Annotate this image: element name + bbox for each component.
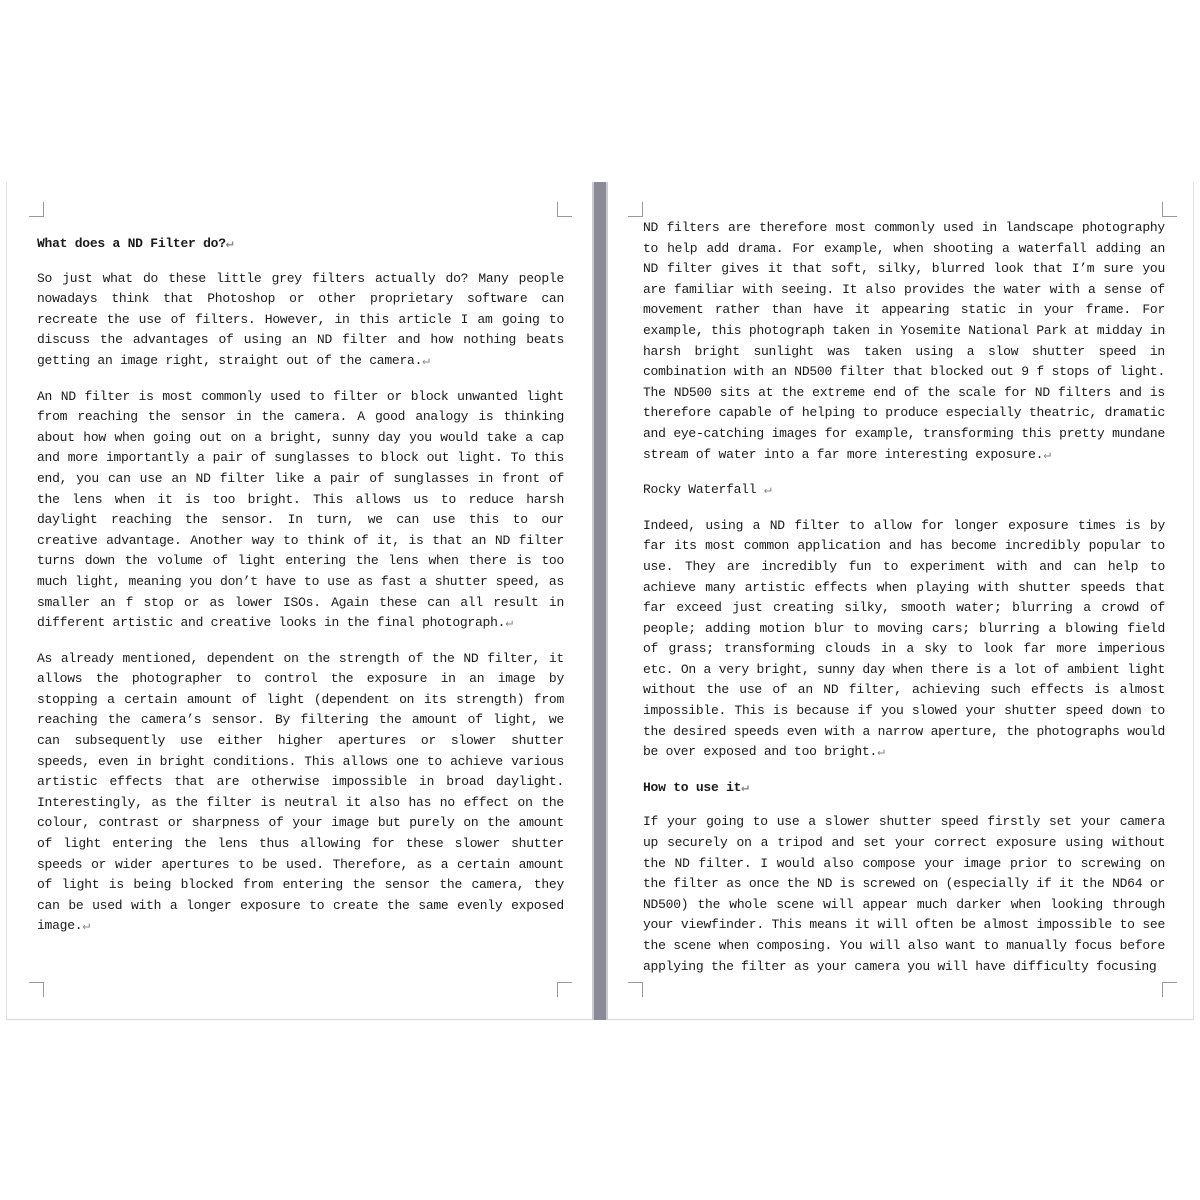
- corner-mark-top-left: [628, 202, 643, 217]
- body-paragraph: If your going to use a slower shutter speed firstly set your camera up securely on a tripod and set your correct exposure using without the ND filter. I would also compose your image prior to screwing on the filter as once the ND is screwed on (especially if it the ND64 or ND500) the whole scene will appear much darker when looking through your viewfinder. This means it will often be almost impossible to see the scene when composing. You will also want to manually focus before applying the filter as your camera you will have difficulty focusing: [643, 814, 1165, 974]
- body-paragraph: As already mentioned, dependent on the strength of the ND filter, it allows the photographer to control the exposure in an image by stopping a certain amount of light (dependent on its strength) from reaching the camera’s sensor. By filtering the amount of light, we can subsequently use either higher apertures or slower shutter speeds, even in bright conditions. This allows one to achieve various artistic effects that are otherwise impossible in broad daylight. Interestingly, as the filter is neutral it also has no effect on the colour, contrast or sharpness of your image but purely on the amount of light entering the lens thus allowing for these slower shutter speeds or wider apertures to be used. Therefore, as a certain amount of light is being blocked from entering the sensor the camera, they can be used with a longer exposure to create the same evenly exposed image.↵: [37, 650, 564, 934]
- corner-mark-bottom-left: [628, 982, 643, 997]
- body-paragraph: Indeed, using a ND filter to allow for longer exposure times is by far its most common application and has become incredibly popular to use. They are incredibly fun to experiment with and can help to achieve many artistic effects when playing with shutter speeds that far exceed just creating silky, smooth water; blurring a crowd of people; adding motion blur to moving cars; blurring a blowing field of grass; transforming clouds in a sky to look far more imperious etc. On a very bright, sunny day when there is a lot of ambient light without the use of an ND filter, achieving such effects is almost impossible. This is because if you slowed your shutter speed down to the desired speeds even with a narrow aperture, the photographs would be over exposed and too bright.↵: [643, 517, 1165, 760]
- corner-mark-top-right: [557, 202, 572, 217]
- body-paragraph: ND filters are therefore most commonly used in landscape photography to help add drama. For example, when shooting a waterfall adding an ND filter gives it that soft, silky, blurred look that I’m sure you are familiar with seeing. It also provides the water with a sense of movement rather than have it appearing static in your frame. For example, this photograph taken in Yosemite National Park at midday in harsh bright sunlight was taken using a slow shutter speed in combination with an ND500 filter that blocked out 9 f stops of light. The ND500 sits at the extreme end of the scale for ND filters and is therefore capable of helping to produce especially theatric, dramatic and eye-catching images for example, transforming this pretty mundane stream of water into a far more interesting exposure.↵: [643, 220, 1165, 462]
- body-paragraph: So just what do these little grey filters actually do? Many people nowadays think that Photoshop or other proprietary software can recreate the use of filters. However, in this article I am going to discuss the advantages of using an ND filter and how nothing beats getting an image right, straight out of the camera.↵: [37, 270, 564, 368]
- section-heading: How to use it↵: [643, 779, 749, 795]
- page-divider: [594, 182, 606, 1020]
- right-page: [608, 182, 1194, 1020]
- corner-mark-bottom-left: [29, 982, 44, 997]
- corner-mark-top-left: [29, 202, 44, 217]
- corner-mark-bottom-right: [557, 982, 572, 997]
- right-page-content[interactable]: [643, 218, 1165, 980]
- corner-mark-top-right: [1162, 202, 1177, 217]
- left-page: [6, 182, 592, 1020]
- image-caption: Rocky Waterfall ↵: [643, 482, 772, 498]
- body-paragraph: An ND filter is most commonly used to filter or block unwanted light from reaching the sensor in the camera. A good analogy is thinking about how when going out on a bright, sunny day you would take a cap and more importantly a pair of sunglasses to block out light. To this end, you can use an ND filter like a pair of sunglasses in front of the lens when it is too bright. This allows us to reduce harsh daylight reaching the sensor. In turn, we can use this to our creative advantage. Another way to think of it, is that an ND filter turns down the volume of light entering the lens when there is too much light, meaning you don’t have to use as fast a shutter speed, as smaller an f stop or as lower ISOs. Again these can all result in different artistic and creative looks in the final photograph.↵: [37, 388, 564, 631]
- corner-mark-bottom-right: [1162, 982, 1177, 997]
- section-heading: What does a ND Filter do?↵: [37, 236, 234, 251]
- left-page-content[interactable]: [37, 234, 564, 952]
